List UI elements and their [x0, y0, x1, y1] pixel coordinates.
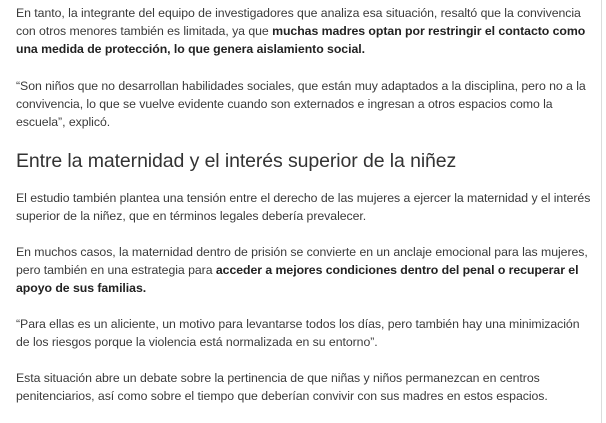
paragraph-quote-aliciente: “Para ellas es un aliciente, un motivo para levantarse todos los días, pero también hay una minimización de los riesgos porque la violencia está normalizada en su entorno”. [16, 317, 580, 349]
paragraph-text: En muchos casos, la maternidad dentro de prisión se convierte en un anclaje emocional para las mujeres, pero también en una estrategia para [16, 245, 588, 277]
paragraph-text: En tanto, la integrante del equipo de investigadores que analiza esa situación, resaltó que la convivencia con otros menores también es limitada, ya que [16, 6, 581, 38]
page-edge-divider [601, 0, 602, 423]
paragraph-tension: El estudio también plantea una tensión entre el derecho de las mujeres a ejercer la maternidad y el interés superior de la niñez, que en términos legales debería prevalecer. [16, 191, 591, 223]
paragraph-debate: Esta situación abre un debate sobre la pertinencia de que niñas y niños permanezcan en centros penitenciarios, así como sobre el tiempo que deberían convivir con sus madres en estos espacios. [16, 371, 548, 403]
paragraph-convivencia [16, 4, 596, 58]
article-body [16, 4, 596, 405]
bold-highlight: acceder a mejores condiciones dentro del penal o recuperar el apoyo de sus familias. [16, 263, 579, 295]
section-heading: Entre la maternidad y el interés superior de la niñez [16, 150, 457, 172]
bold-highlight: muchas madres optan por restringir el contacto como una medida de protección, lo que genera aislamiento social. [16, 24, 586, 56]
paragraph-quote-habilidades: “Son niños que no desarrollan habilidades sociales, que están muy adaptados a la disciplina, pero no a la convivencia, lo que se vuelve evidente cuando son externados e ingresan a otros espacios como la escuela”, explicó. [16, 79, 586, 129]
paragraph-anclaje [16, 243, 596, 297]
